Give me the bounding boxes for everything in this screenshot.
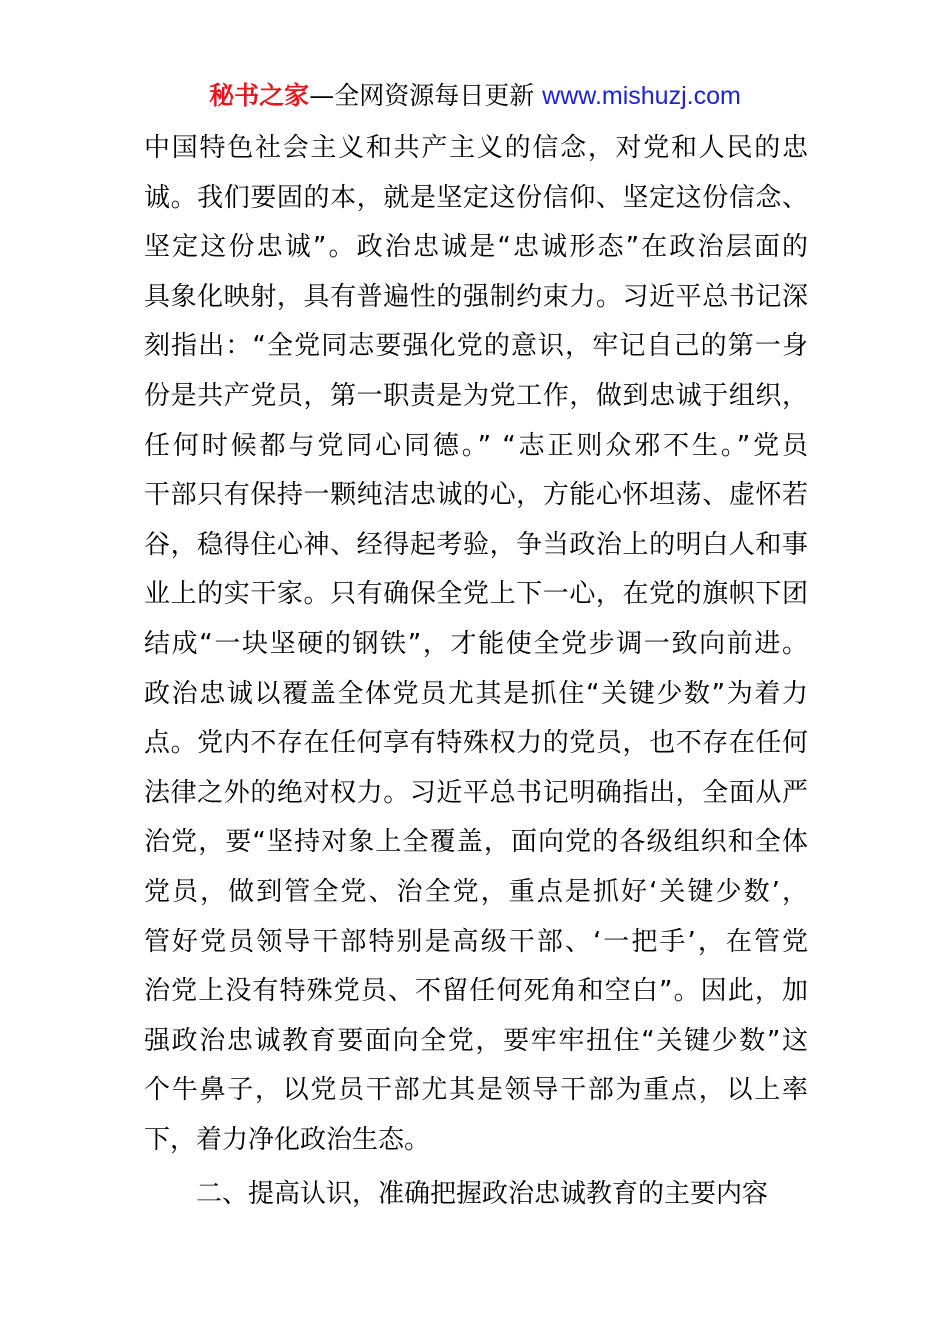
text-line: 刻指出：“全党同志要强化党的意识，牢记自己的第一身 bbox=[144, 331, 808, 362]
text-line: 治党上没有特殊党员、不留任何死角和空白”。因此，加 bbox=[144, 976, 808, 1007]
text-line: 下，着力净化政治生态。 bbox=[144, 1124, 431, 1155]
text-line: 政治忠诚以覆盖全体党员尤其是抓住“关键少数”为着力 bbox=[144, 678, 808, 709]
page-header bbox=[0, 78, 950, 114]
section-heading: 二、提高认识，准确把握政治忠诚教育的主要内容 bbox=[196, 1179, 769, 1209]
text-line: 诚。我们要固的本，就是坚定这份信仰、坚定这份信念、 bbox=[144, 182, 808, 213]
document-body bbox=[144, 124, 808, 1165]
text-line: 谷，稳得住心神、经得起考验，争当政治上的明白人和事 bbox=[144, 529, 808, 560]
site-brand: 秘书之家 bbox=[209, 81, 310, 110]
text-line: 业上的实干家。只有确保全党上下一心，在党的旗帜下团 bbox=[144, 579, 808, 610]
site-tagline: —全网资源每日更新 bbox=[309, 81, 535, 110]
text-line: 治党，要“坚持对象上全覆盖，面向党的各级组织和全体 bbox=[144, 827, 808, 858]
text-line: 任何时候都与党同心同德。” “志正则众邪不生。”党员 bbox=[144, 430, 808, 461]
text-line: 法律之外的绝对权力。习近平总书记明确指出，全面从严 bbox=[144, 777, 808, 808]
text-line: 坚定这份忠诚”。政治忠诚是“忠诚形态”在政治层面的 bbox=[144, 232, 808, 263]
text-line: 干部只有保持一颗纯洁忠诚的心，方能心怀坦荡、虚怀若 bbox=[144, 480, 808, 511]
text-line: 结成“一块坚硬的钢铁”，才能使全党步调一致向前进。 bbox=[144, 628, 808, 659]
text-line: 中国特色社会主义和共产主义的信念，对党和人民的忠 bbox=[144, 133, 808, 163]
text-line: 个牛鼻子，以党员干部尤其是领导干部为重点，以上率 bbox=[144, 1075, 808, 1106]
text-line: 份是共产党员，第一职责是为党工作，做到忠诚于组织， bbox=[144, 380, 808, 411]
text-line: 点。党内不存在任何享有特殊权力的党员，也不存在任何 bbox=[144, 728, 808, 759]
text-line: 强政治忠诚教育要面向全党，要牢牢扭住“关键少数”这 bbox=[144, 1025, 808, 1056]
text-line: 具象化映射，具有普遍性的强制约束力。习近平总书记深 bbox=[144, 281, 808, 312]
text-line: 党员，做到管全党、治全党，重点是抓好‘关键少数’， bbox=[144, 876, 808, 907]
text-line: 管好党员领导干部特别是高级干部、‘一把手’，在管党 bbox=[144, 926, 808, 957]
site-url-link[interactable]: www.mishuzj.com bbox=[542, 82, 741, 110]
